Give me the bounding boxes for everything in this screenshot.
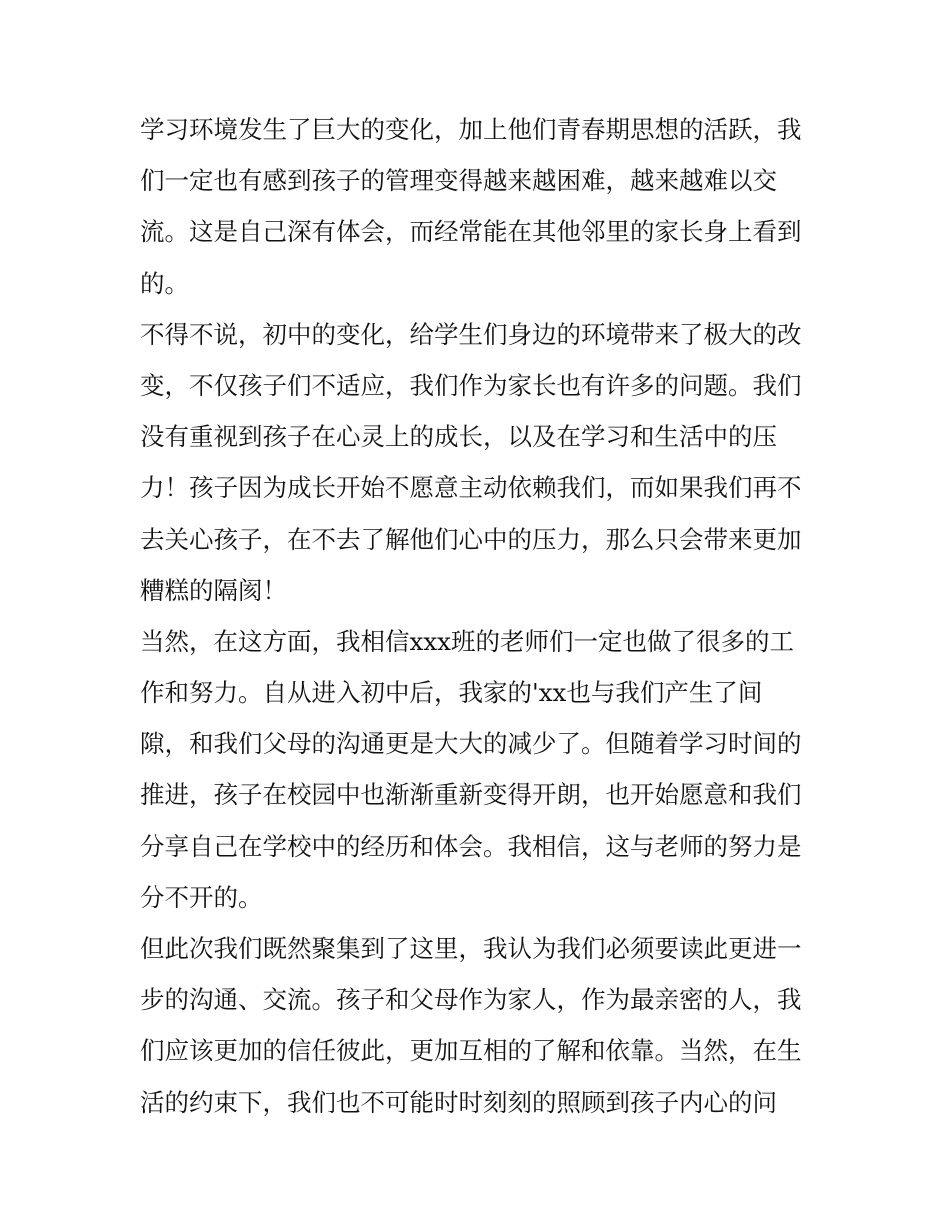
- text-line: 糟糕的隔阂！: [140, 575, 287, 605]
- text-line: 学习环境发生了巨大的变化，加上他们青春期思想的活跃，我: [140, 115, 802, 144]
- text-line: 但此次我们既然聚集到了这里，我认为我们必须要读此更进一: [140, 934, 802, 963]
- text-line: 推进，孩子在校园中也渐渐重新变得开朗，也开始愿意和我们: [140, 780, 802, 810]
- text-line: 力！孩子因为成长开始不愿意主动依赖我们，而如果我们再不: [140, 473, 802, 503]
- text-line: 不得不说，初中的变化，给学生们身边的环境带来了极大的改: [140, 319, 802, 349]
- document-body: [140, 110, 815, 1134]
- text-line: 们一定也有感到孩子的管理变得越来越困难，越来越难以交: [140, 166, 777, 196]
- text-line: 分不开的。: [140, 882, 263, 912]
- text-line: 作和努力。自从进入初中后，我家的'xx也与我们产生了间: [140, 678, 763, 708]
- text-line: 分享自己在学校中的经历和体会。我相信，这与老师的努力是: [140, 831, 802, 861]
- text-line: 们应该更加的信任彼此，更加互相的了解和依靠。当然，在生: [140, 1036, 802, 1066]
- text-line: 流。这是自己深有体会，而经常能在其他邻里的家长身上看到: [140, 217, 802, 247]
- text-line: 没有重视到孩子在心灵上的成长，以及在学习和生活中的压: [140, 422, 777, 452]
- text-line: 的。: [140, 268, 189, 298]
- text-line: 变，不仅孩子们不适应，我们作为家长也有许多的问题。我们: [140, 370, 802, 400]
- text-line: 去关心孩子，在不去了解他们心中的压力，那么只会带来更加: [140, 524, 802, 554]
- text-line: 活的约束下，我们也不可能时时刻刻的照顾到孩子内心的问: [140, 1087, 777, 1117]
- text-line: 步的沟通、交流。孩子和父母作为家人，作为最亲密的人，我: [140, 985, 802, 1015]
- text-line: 当然，在这方面，我相信xxx班的老师们一定也做了很多的工: [140, 626, 794, 656]
- text-line: 隙，和我们父母的沟通更是大大的减少了。但随着学习时间的: [140, 729, 802, 759]
